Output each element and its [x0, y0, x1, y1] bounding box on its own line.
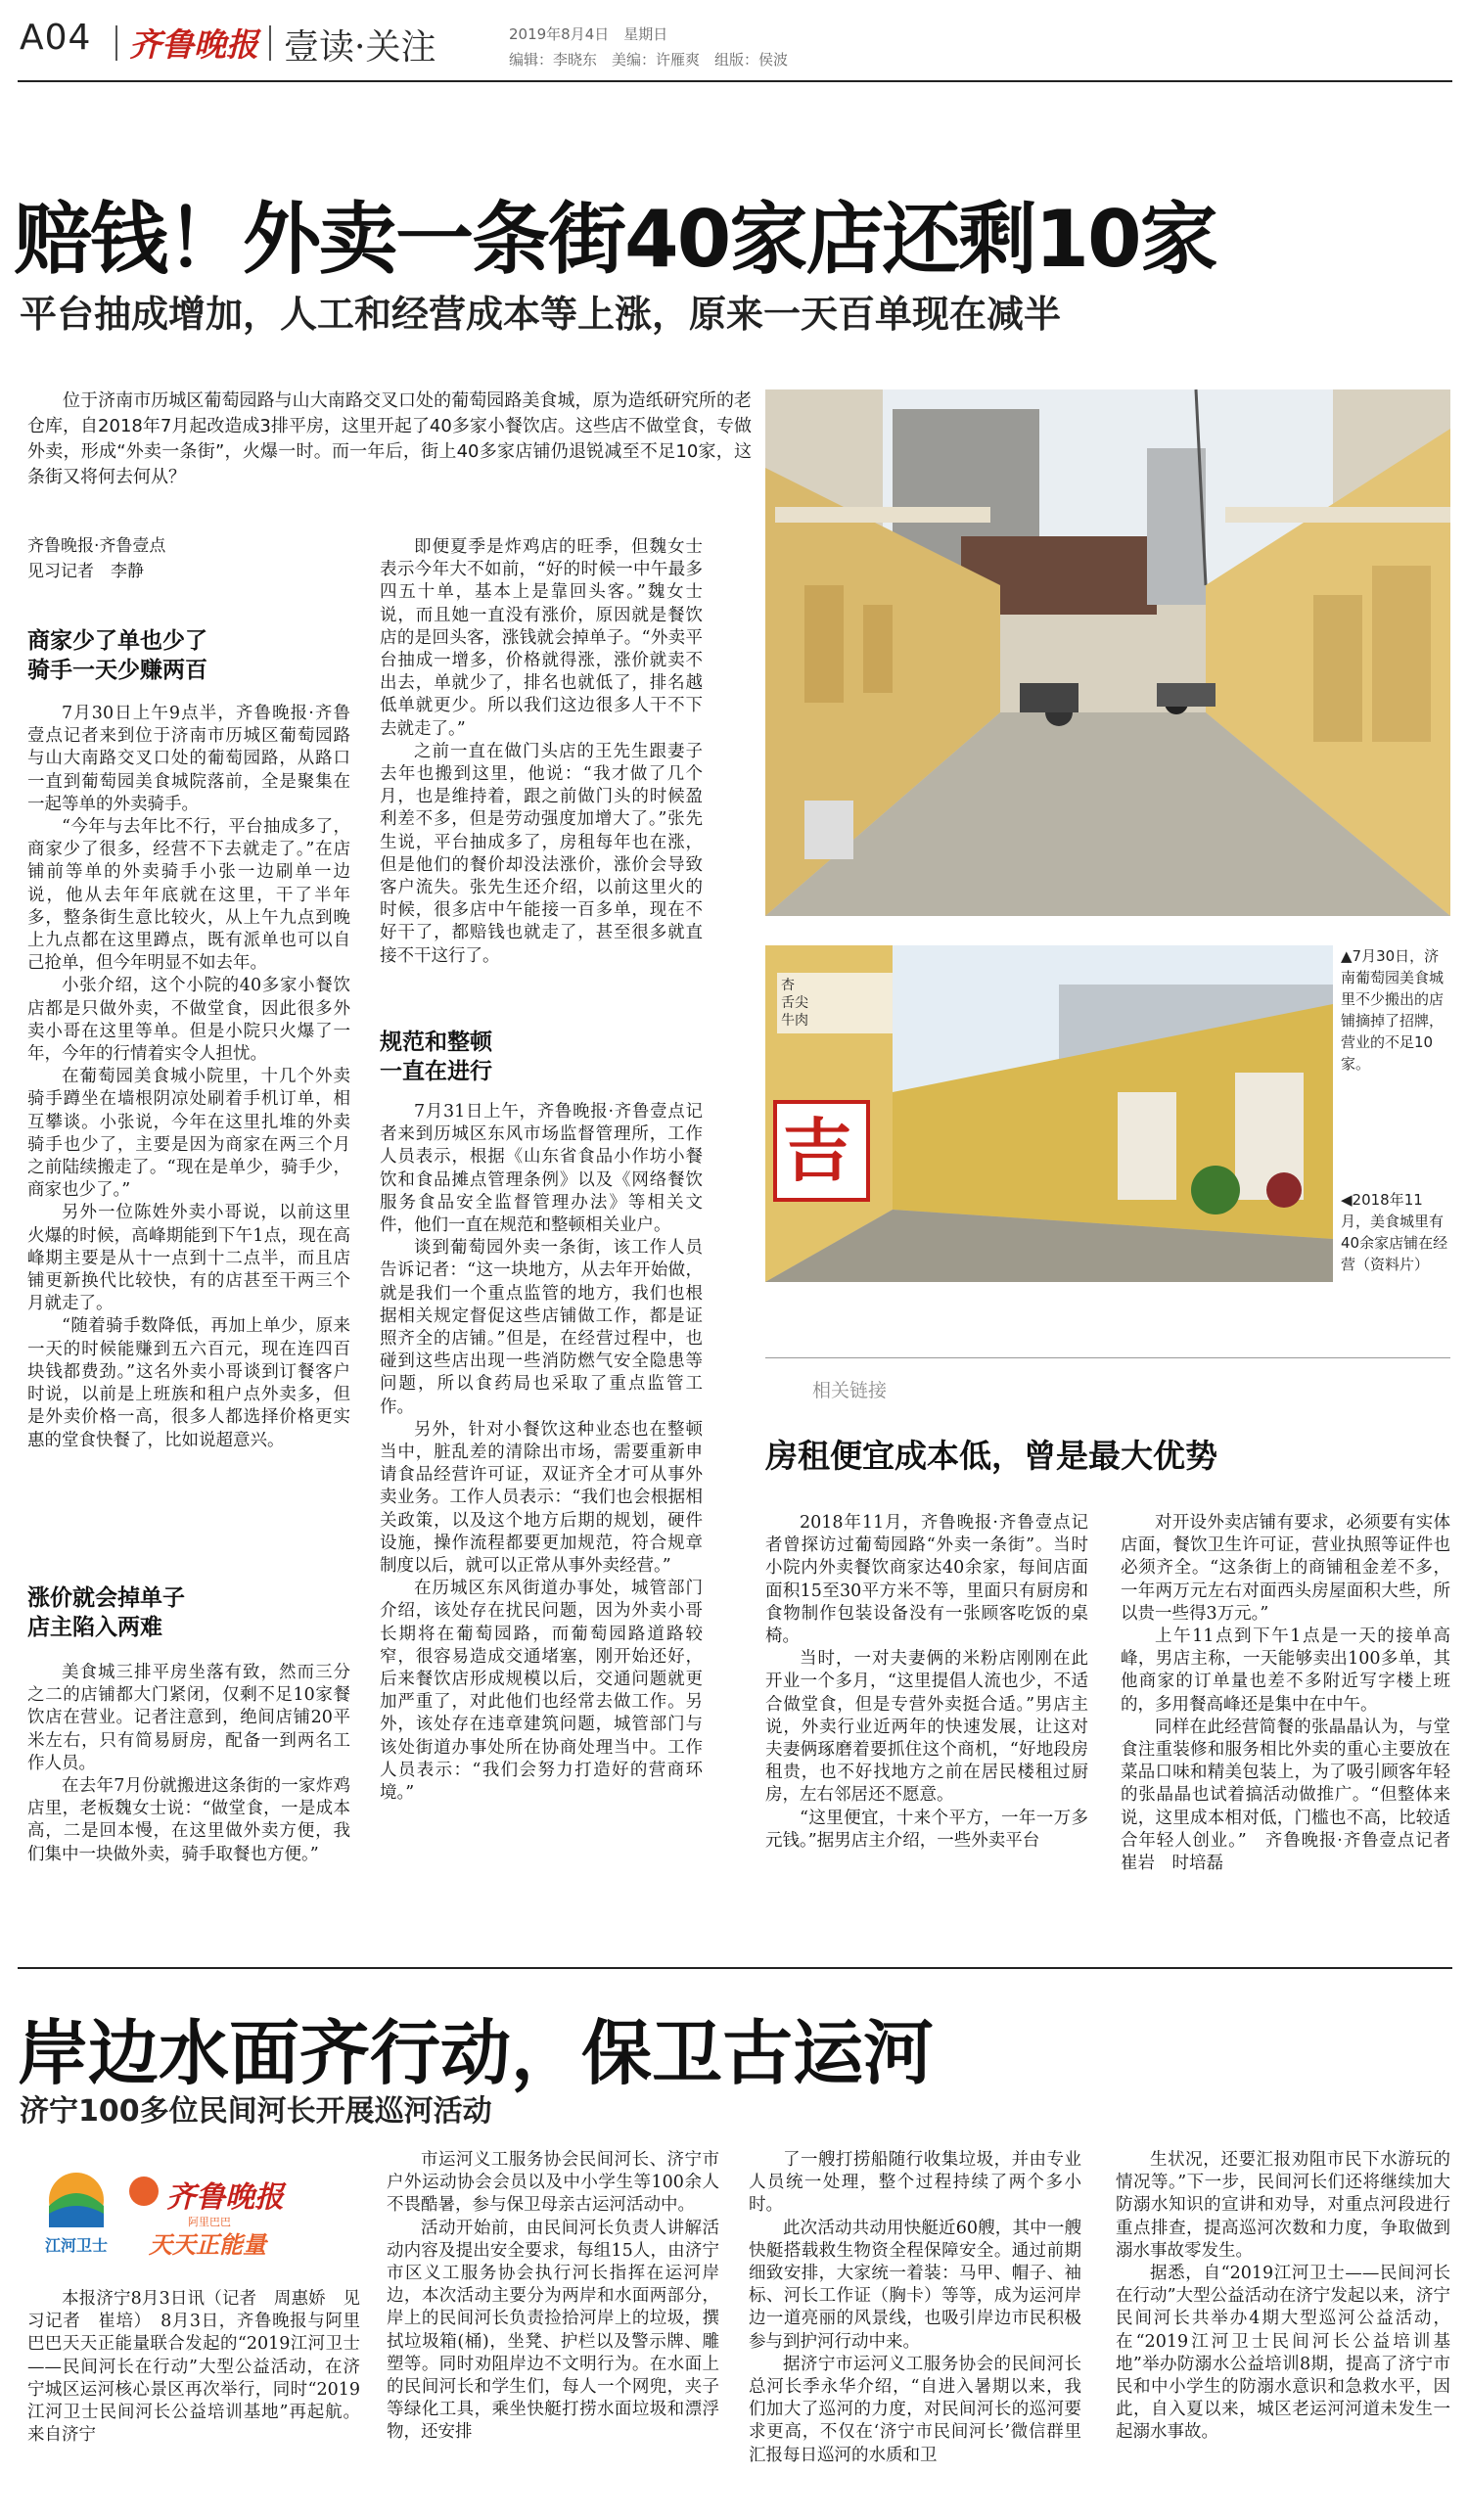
paragraph: 美食城三排平房坐落有致，然而三分之二的店铺都大门紧闭，仅剩不足10家餐饮店在营业。记者注意到，绝间店铺20平米左右，只有简易厨房，配备一到两名工作人员。	[27, 1663, 350, 1773]
paragraph: 小张介绍，这个小院的40多家小餐饮店都是只做外卖，不做堂食，因此很多外卖小哥在这里等单。但是小院只火爆了一年，今年的行情着实令人担忧。	[27, 976, 350, 1065]
paragraph: “今年与去年比不行，平台抽成多了，商家少了很多，经营不下去就走了。”在店铺前等单的外卖骑手小张一边刷单一边说，他从去年年底就在这里，干了半年多，整条街生意比较火，从上午九点到晚上九点都在这里蹲点，既有派单也可以自己抢单，但今年明显不如去年。	[27, 817, 350, 974]
article-1-headline: 赔钱！外卖一条街40家店还剩10家	[14, 194, 1216, 285]
article-2-column-1	[27, 2288, 360, 2508]
section-1-title: 商家少了单也少了 骑手一天少赚两百	[27, 628, 207, 683]
photo-2-caption: ◀2018年11月，美食城里有40余家店铺在经营（资料片）	[1341, 1191, 1448, 1273]
paragraph: 7月30日上午9点半，齐鲁晚报·齐鲁壹点记者来到位于济南市历城区葡萄园路与山大南路交叉口处的葡萄园路，从路口一直到葡萄园美食城院落前，全是聚集在一起等单的外卖骑手。	[27, 704, 350, 814]
article-2-column-4	[1116, 2149, 1450, 2511]
photo-alley-2019-image	[765, 389, 1450, 916]
sidebar-label: 相关链接	[812, 1380, 888, 1401]
article-1-lead	[27, 389, 752, 506]
editor-credits: 编辑：李晓东 美编：许雁爽 组版：侯波	[509, 51, 789, 69]
paragraph: 本报济宁8月3日讯（记者 周惠娇 见习记者 崔培） 8月3日，齐鲁晚报与阿里巴巴天天正能量联合发起的“2019江河卫士——民间河长在行动”大型公益活动，在济宁城区运河核心景区再次举行，同时“2019江河卫士民间河长公益培训基地”再起航。来自济宁	[27, 2289, 360, 2446]
section-3-title: 规范和整顿 一直在进行	[380, 1030, 492, 1084]
paragraph: 在去年7月份就搬进这条街的一家炸鸡店里，老板魏女士说：“做堂食，一是成本高，二是回本慢，在这里做外卖方便，我们集中一块做外卖，骑手取餐也方便。”	[27, 1776, 350, 1864]
paragraph: 市运河义工服务协会民间河长、济宁市户外运动协会会员以及中小学生等100余人不畏酷暑，参与保卫母亲古运河活动中。	[387, 2150, 719, 2216]
paragraph: 另外，针对小餐饮这种业态也在整顿当中，脏乱差的清除出市场，需要重新申请食品经营许可证，双证齐全才可从事外卖业务。工作人员表示：“我们也会根据相关政策，以及这个地方后期的规划，硬件设施，操作流程都要更加规范，符合规章制度以后，就可以正常从事外卖经营。”	[380, 1419, 703, 1577]
lead-paragraph: 位于济南市历城区葡萄园路与山大南路交叉口处的葡萄园路美食城，原为造纸研究所的老仓库，自2018年7月起改造成3排平房，这里开起了40多家小餐饮店。这些店不做堂食，专做外卖，形成“外卖一条街”，火爆一时。而一年后，街上40多家店铺仍退锐减至不足10家，这条街又将何去何从？	[27, 390, 752, 487]
sidebar-title: 房租便宜成本低，曾是最大优势	[765, 1437, 1217, 1475]
sidebar-column-left	[765, 1512, 1088, 1957]
paragraph: 在历城区东风街道办事处，城管部门介绍，该处存在扰民问题，因为外卖小哥长期将在葡萄园路，而葡萄园路道路较窄，很容易造成交通堵塞，刚开始还好，后来餐饮店形成规模以后，交通问题就更加严重了，对此他们也经常去做工作。另外，该处存在违章建筑问题，城管部门与该处街道办事处所在协商处理当中。工作人员表示：“我们会努力打造好的营商环境。”	[380, 1579, 703, 1804]
photo-alley-2019	[765, 389, 1450, 916]
paragraph: 据济宁市运河义工服务协会的民间河长总河长季永华介绍，“自进入暑期以来，我们加大了巡河的力度，对民间河长的巡河要求更高，不仅在‘济宁市民间河长’微信群里汇报每日巡河的水质和卫	[749, 2354, 1081, 2465]
river-guard-icon	[37, 2171, 115, 2229]
positive-energy-logo	[129, 2214, 325, 2259]
paragraph: 活动开始前，由民间河长负责人讲解活动内容及提出安全要求，每组15人，由济宁市区义工服务协会执行河长指挥在运河岸边，本次活动主要分为两岸和水面两部分，岸上的民间河长负责捡拾河岸上的垃圾，撰拭垃圾箱(桶)，坐凳、护栏以及警示牌、雕塑等。同时劝阻岸边不文明行为。在水面上的民间河长和学生们，每人一个网兜，夹子等绿化工具，乘坐快艇打捞水面垃圾和漂浮物，还安排	[387, 2218, 719, 2443]
paragraph: 谈到葡萄园外卖一条街，该工作人员告诉记者：“这一块地方，从去年开始做，就是我们一个重点监管的地方，我们也根据相关规定督促这些店铺做工作，都是证照齐全的店铺。”但是，在经营过程中，也碰到这些店出现一些消防燃气安全隐患等问题，所以食药局也采取了重点监管工作。	[380, 1238, 703, 1417]
positive-energy-label: 天天正能量	[149, 2231, 266, 2259]
photo-alley-2018	[765, 945, 1333, 1282]
photo-2-sign: 吉	[783, 1110, 851, 1191]
paragraph: 当时，一对夫妻俩的米粉店刚刚在此开业一个多月，“这里提倡人流也少，不适合做堂食，但是专营外卖挺合适。”男店主说，外卖行业近两年的快速发展，让这对夫妻俩琢磨着要抓住这个商机，“好地段房租贵，也不好找地方之前在居民楼租过厨房，左右邻居还不愿意。	[765, 1649, 1088, 1806]
issue-date: 2019年8月4日 星期日	[509, 25, 668, 43]
paragraph: 同样在此经营简餐的张晶晶认为，与堂食注重装修和服务相比外卖的重心主要放在菜品口味和精美包装上，为了吸引顾客年轻的张晶晶也试着搞活动做推广。“但整体来说，这里成本相对低，门槛也不高，比较适合年轻人创业。” 齐鲁晚报·齐鲁壹点记者 崔岩 时培磊	[1121, 1717, 1468, 1874]
paragraph: 据悉，自“2019江河卫士——民间河长在行动”大型公益活动在济宁发起以来，济宁民间河长共举办4期大型巡河公益活动，在“2019江河卫士民间河长公益培训基地”举办防溺水公益培训8期，提高了济宁市民和中小学生的防溺水意识和急救水平，因此，自入夏以来，城区老运河河道未发生一起溺水事故。	[1116, 2264, 1450, 2443]
paragraph: “这里便宜，十来个平方，一年一万多元钱。”据男店主介绍，一些外卖平台	[765, 1808, 1088, 1851]
river-guard-label: 江河卫士	[44, 2236, 108, 2255]
paper-name-logo: 齐鲁晚报	[129, 25, 258, 64]
paragraph: 7月31日上午，齐鲁晚报·齐鲁壹点记者来到历城区东风市场监督管理所，工作人员表示，根据《山东省食品小作坊小餐饮和食品摊点管理条例》以及《网络餐饮服务食品安全监督管理办法》等相关文件，他们一直在规范和整顿相关业户。	[380, 1102, 703, 1236]
masthead-rule	[18, 80, 1452, 82]
article-2-column-2	[387, 2149, 719, 2511]
paragraph: 了一艘打捞船随行收集垃圾，并由专业人员统一处理，整个过程持续了两个多小时。	[749, 2150, 1081, 2216]
paragraph: 上午11点到下午1点是一天的接单高峰，男店主称，一天能够卖出100多单，其他商家的订单量也差不多附近写字楼上班的，多用餐高峰还是集中在中午。	[1121, 1627, 1450, 1715]
article-2-subheadline: 济宁100多位民间河长开展巡河活动	[20, 2094, 492, 2129]
qilu-logo-mark	[129, 2176, 159, 2206]
qilu-evening-logo	[129, 2173, 325, 2215]
article-1-subheadline: 平台抽成增加，人工和经营成本等上涨，原来一天百单现在减半	[20, 293, 1062, 336]
photo-2-shop-board: 杏 舌尖 牛肉	[777, 973, 893, 1033]
section-name: 壹读·关注	[284, 27, 436, 68]
article-1-column-2b	[380, 1101, 703, 1950]
paragraph: 此次活动共动用快艇近60艘，其中一艘快艇搭载救生物资全程保障安全。通过前期细致安排，大家统一着装：马甲、帽子、袖标、河长工作证（胸卡）等等，成为运河岸边一道亮丽的风景线，也吸引岸边市民积极参与到护河行动中来。	[749, 2218, 1081, 2352]
sidebar-column-right	[1121, 1512, 1468, 1957]
article-1-column-1b	[27, 1662, 350, 1950]
paragraph: 对开设外卖店铺有要求，必须要有实体店面，餐饮卫生许可证，营业执照等证件也必须齐全。“这条街上的商铺租金差不多，一年两万元左右对面西头房屋面积大些，所以贵一些得3万元。”	[1121, 1513, 1450, 1624]
article-1-byline: 齐鲁晚报·齐鲁壹点 见习记者 李静	[27, 536, 166, 581]
article-2-headline: 岸边水面齐行动，保卫古运河	[18, 2012, 935, 2094]
sidebar-rule	[765, 1357, 1450, 1358]
paragraph: 之前一直在做门头店的王先生跟妻子去年也搬到这里，他说：“我才做了几个月，也是维持着，跟之前做门头的时候盈利差不多，但是劳动强度加增大了。”张先生说，平台抽成多了，房租每年也在涨，但是他们的餐价却没法涨价，涨价会导致客户流失。张先生还介绍，以前这里火的时候，很多店中午能接一百多单，现在不好干了，都赔钱也就走了，甚至很多就直接不干这行了。	[380, 741, 703, 966]
photo-1-caption: ▲7月30日，济南葡萄园美食城里不少搬出的店铺摘掉了招牌，营业的不足10家。	[1341, 947, 1445, 1073]
article-1-column-1	[27, 703, 350, 1564]
masthead-divider	[269, 25, 271, 61]
page-number: A04	[20, 18, 92, 58]
paragraph: 2018年11月，齐鲁晚报·齐鲁壹点记者曾探访过葡萄园路“外卖一条街”。当时小院内外卖餐饮商家达40余家，每间店面面积15至30平方米不等，里面只有厨房和食物制作包装设备没有一张顾客吃饭的桌椅。	[765, 1513, 1088, 1647]
river-guard-logo	[37, 2171, 115, 2255]
paragraph: 另外一位陈姓外卖小哥说，以前这里火爆的时候，高峰期能到下午1点，现在高峰期主要是从十一点到十二点半，而且店铺更新换代比较快，有的店甚至干两三个月就走了。	[27, 1203, 350, 1314]
masthead-divider	[115, 25, 117, 61]
section-2-title: 涨价就会掉单子 店主陷入两难	[27, 1585, 185, 1640]
qilu-logo-text: 齐鲁晚报	[166, 2180, 284, 2215]
paragraph: 即便夏季是炸鸡店的旺季，但魏女士表示今年大不如前，“好的时候一中午最多四五十单，基本上是靠回头客。”魏女士说，而且她一直没有涨价，原因就是餐饮店的是回头客，涨钱就会掉单子。“外卖平台抽成一增多，价格就得涨，涨价就卖不出去，单就少了，排名也就低了，排名越低单就更少。所以我们这边很多人干不下去就走了。”	[380, 537, 703, 739]
article-divider	[18, 1967, 1452, 1969]
article-1-column-2	[380, 536, 703, 1006]
paragraph: “随着骑手数降低，再加上单少，原来一天的时候能赚到五六百元，现在连四百块钱都费劲。”这名外卖小哥谈到订餐客户时说，以前是上班族和租户点外卖多，但是外卖价格一高，很多人都选择价格更实惠的堂食快餐了，比如说超意兴。	[27, 1316, 350, 1450]
paragraph: 在葡萄园美食城小院里，十几个外卖骑手蹲坐在墙根阴凉处刷着手机订单，相互攀谈。小张说，今年在这里扎堆的外卖骑手也少了，主要是因为商家在两三个月之前陆续搬走了。“现在是单少，骑手少，商家也少了。”	[27, 1067, 350, 1201]
paragraph: 生状况，还要汇报劝阻市民下水游玩的情况等。”下一步，民间河长们还将继续加大防溺水知识的宣讲和劝导，对重点河段进行重点排查，提高巡河次数和力度，争取做到溺水事故零发生。	[1116, 2150, 1450, 2261]
alibaba-label: 阿里巴巴	[188, 2216, 231, 2228]
article-2-column-3	[749, 2149, 1081, 2511]
